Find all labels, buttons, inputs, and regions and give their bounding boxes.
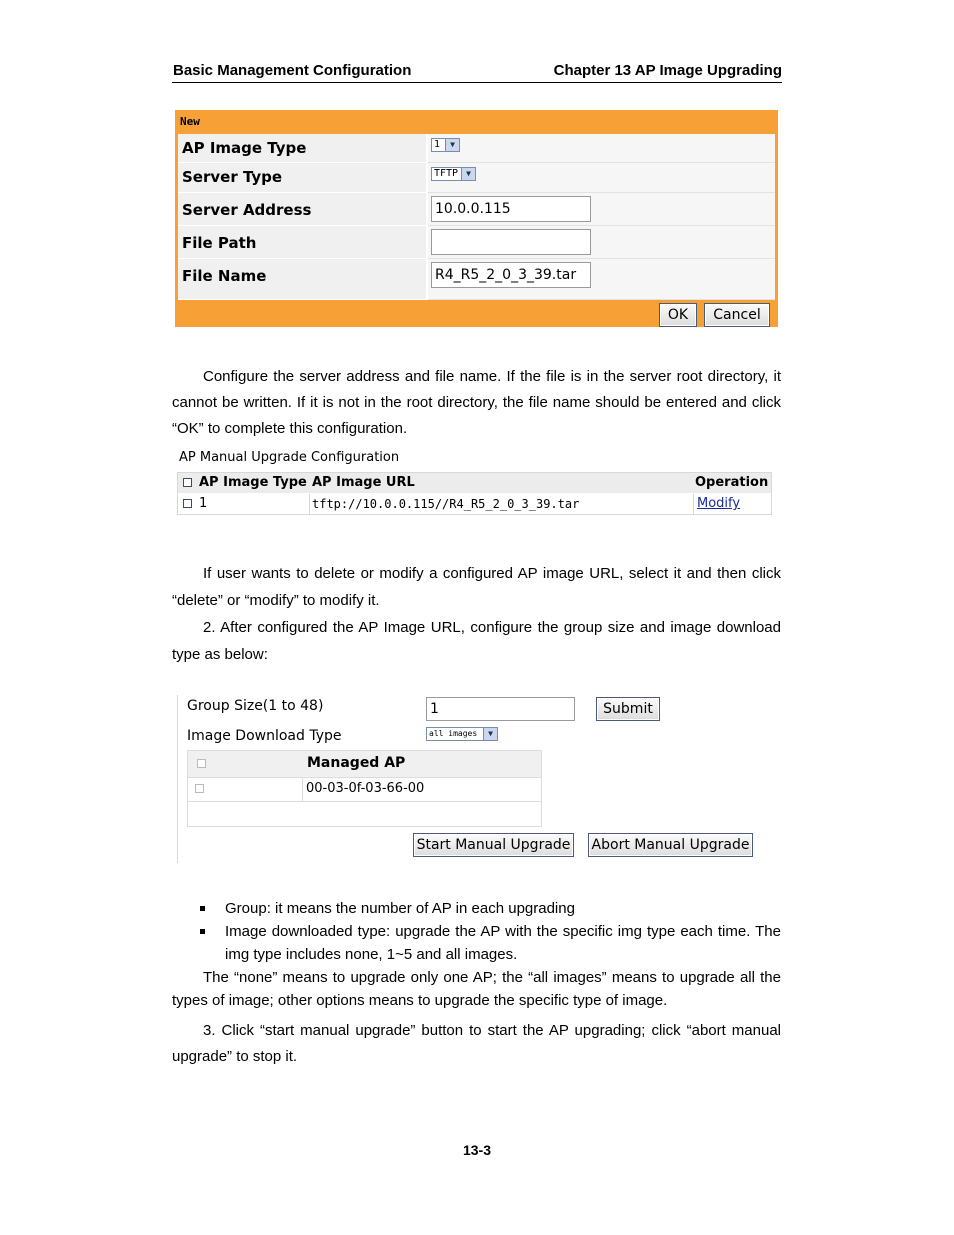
paragraph-text: If user wants to delete or modify a configured AP image URL, select it and then click “delete” or “modify” to modify it.	[172, 565, 781, 609]
server-address-input[interactable]: 10.0.0.115	[431, 196, 591, 222]
form-body	[178, 134, 775, 300]
header-section-title: Basic Management Configuration	[173, 62, 412, 79]
server-type-value: TFTP	[434, 168, 459, 179]
file-path-label: File Path	[178, 226, 426, 259]
table-row	[188, 778, 541, 802]
column-divider	[302, 778, 303, 801]
start-manual-upgrade-button[interactable]: Start Manual Upgrade	[413, 833, 574, 857]
column-header-image-type: AP Image Type	[199, 475, 307, 490]
bullet-icon	[200, 929, 205, 934]
server-type-label: Server Type	[178, 163, 426, 193]
abort-manual-upgrade-button[interactable]: Abort Manual Upgrade	[588, 833, 753, 857]
image-type-cell: 1	[199, 496, 208, 511]
bullet-icon	[200, 906, 205, 911]
ap-image-type-select[interactable]	[431, 138, 460, 152]
download-type-label: Image Download Type	[187, 728, 342, 744]
paragraph-text: 3. Click “start manual upgrade” button to start the AP upgrading; click “abort manual upgrade” to stop it.	[172, 1022, 781, 1065]
bullet-list	[172, 897, 781, 1070]
row-server-address	[178, 193, 775, 226]
managed-ap-mac: 00-03-0f-03-66-00	[306, 781, 425, 796]
table-row	[178, 494, 771, 514]
list-item	[172, 897, 781, 920]
table-title: AP Manual Upgrade Configuration	[179, 450, 400, 465]
row-checkbox[interactable]	[195, 784, 204, 793]
server-type-cell	[428, 163, 775, 193]
download-type-select[interactable]	[426, 727, 498, 741]
server-type-select[interactable]	[431, 167, 476, 181]
ap-image-type-value: 1	[434, 139, 441, 150]
table-header-row	[178, 473, 771, 493]
list-item	[172, 920, 781, 966]
file-name-label: File Name	[178, 259, 426, 300]
download-type-value: all images	[429, 729, 478, 738]
ok-button[interactable]: OK	[659, 303, 697, 327]
list-item-text: Group: it means the number of AP in each upgrading	[225, 900, 575, 917]
cancel-button[interactable]: Cancel	[704, 303, 770, 327]
image-url-cell: tftp://10.0.0.115//R4_R5_2_0_3_39.tar	[312, 497, 580, 511]
chevron-down-icon: ▼	[483, 728, 497, 740]
paragraph-delete-modify	[172, 560, 781, 668]
managed-ap-table	[187, 750, 542, 827]
row-checkbox[interactable]	[183, 499, 192, 508]
server-address-label: Server Address	[178, 193, 426, 226]
chevron-down-icon: ▼	[461, 168, 475, 180]
page-header	[172, 62, 782, 83]
group-size-input[interactable]: 1	[426, 697, 575, 721]
group-upgrade-form	[177, 695, 758, 863]
column-divider	[693, 494, 694, 514]
file-path-input[interactable]	[431, 229, 591, 255]
header-chapter-title: Chapter 13 AP Image Upgrading	[553, 62, 782, 79]
column-header-operation: Operation	[695, 475, 769, 490]
row-server-type	[178, 163, 775, 193]
row-ap-image-type	[178, 134, 775, 163]
page-number: 13-3	[462, 1142, 492, 1158]
row-file-name	[178, 259, 775, 300]
paragraph-config-note	[172, 364, 781, 442]
modify-link[interactable]: Modify	[697, 496, 741, 511]
chevron-down-icon: ▼	[445, 139, 459, 151]
paragraph-text: Configure the server address and file name. If the file is in the server root directory, it cannot be written. If it is not in the root directory, the file name should be entered and click “OK” to complete this configuration.	[172, 368, 781, 437]
ap-image-type-label: AP Image Type	[178, 134, 426, 163]
file-name-input[interactable]: R4_R5_2_0_3_39.tar	[431, 262, 591, 288]
file-path-cell	[428, 226, 775, 259]
row-file-path	[178, 226, 775, 259]
list-item-text: Image downloaded type: upgrade the AP with the specific img type each time. The img type includes none, 1~5 and all images.	[225, 923, 781, 963]
table-header-row	[188, 751, 541, 778]
file-name-cell	[428, 259, 775, 300]
manual-upgrade-table	[177, 472, 772, 515]
server-address-cell	[428, 193, 775, 226]
paragraph-text: The “none” means to upgrade only one AP; the “all images” means to upgrade all the types of image; other options means to upgrade the specific type of image.	[172, 969, 781, 1009]
select-all-checkbox[interactable]	[197, 759, 206, 768]
group-size-label: Group Size(1 to 48)	[187, 698, 324, 714]
column-divider	[309, 494, 310, 514]
submit-button[interactable]: Submit	[596, 697, 660, 721]
form-title: New	[180, 115, 200, 128]
column-header-managed-ap: Managed AP	[307, 755, 406, 771]
new-image-form	[175, 110, 778, 327]
column-header-image-url: AP Image URL	[312, 475, 415, 490]
ap-image-type-cell	[428, 134, 775, 163]
select-all-checkbox[interactable]	[183, 478, 192, 487]
paragraph-text: 2. After configured the AP Image URL, configure the group size and image download type as below:	[172, 619, 781, 663]
form-footer	[175, 300, 778, 327]
